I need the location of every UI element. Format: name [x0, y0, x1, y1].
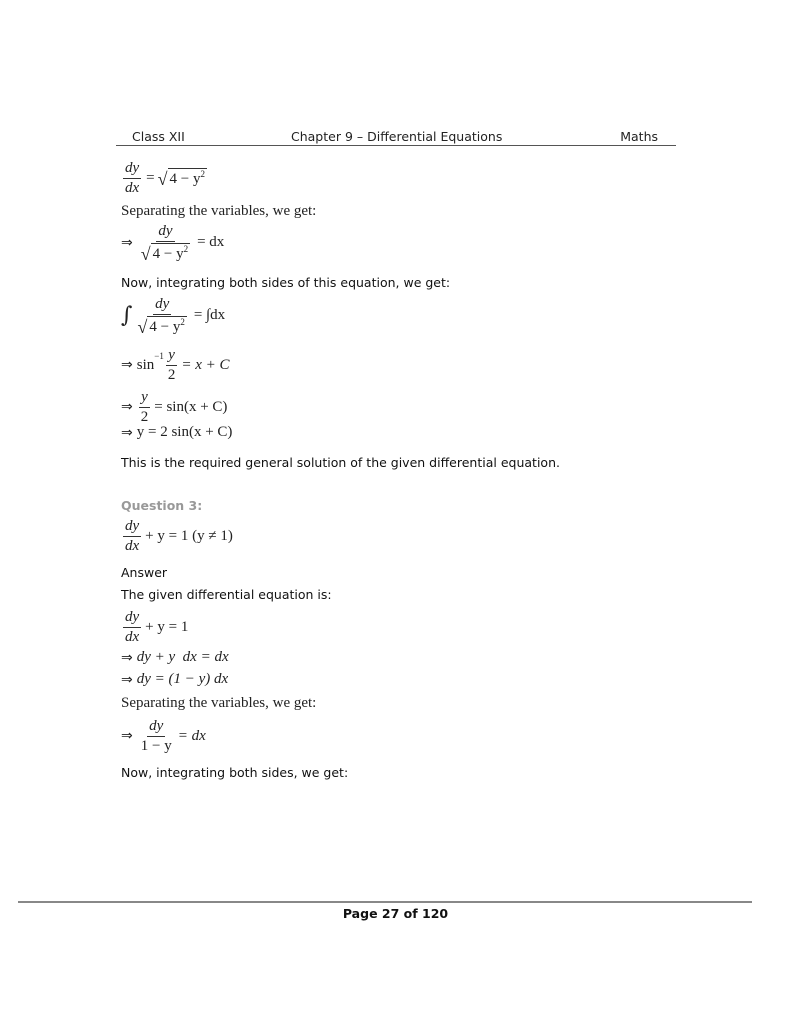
equation-8: ⇒ dy + y dx = dx [121, 649, 229, 666]
implies-icon: ⇒ [121, 357, 133, 373]
answer-label: Answer [121, 565, 168, 580]
integral-icon: ∫ [121, 303, 133, 329]
equation-5: ⇒ $\frac{y}{2}$ = sin(x + C) [121, 389, 228, 425]
integrating-text-1: Now, integrating both sides of this equation, we get: [121, 275, 451, 290]
equation-10: ⇒ $\frac{dy}{1 - y}$ = dx [121, 718, 206, 754]
given-text: The given differential equation is: [121, 587, 332, 602]
implies-icon: ⇒ [121, 399, 133, 415]
equation-1: $\frac{dy}{dx}$ = √ $4 - y^2$ [125, 160, 205, 196]
implies-icon: ⇒ [121, 671, 133, 688]
header-chapter: Chapter 9 – Differential Equations [291, 129, 503, 144]
equation-7: $\frac{dy}{dx}$ + y = 1 [125, 609, 189, 645]
footer-divider [18, 901, 752, 903]
implies-icon: ⇒ [121, 649, 133, 666]
equation-3: ∫ dy √ $4 - y^2$ = ∫dx [121, 296, 226, 337]
sqrt-symbol: √ $4 - y^2$ [157, 169, 205, 189]
conclusion-text: This is the required general solution of the given differential equation. [121, 455, 560, 470]
question-equation: $\frac{dy}{dx}$ + y = 1 (y ≠ 1) [125, 518, 233, 554]
equation-6: ⇒ y = 2 sin(x + C) [121, 424, 233, 441]
implies-icon: ⇒ [121, 728, 133, 744]
implies-icon: ⇒ [121, 424, 133, 441]
separating-text-1: Separating the variables, we get: [121, 203, 317, 219]
question-label: Question 3: [121, 498, 203, 513]
implies-icon: ⇒ [121, 234, 133, 251]
header-divider [116, 145, 676, 146]
fraction: $\frac{dy}{dx}$ [125, 160, 140, 196]
equation-9: ⇒ dy = (1 − y) dx [121, 671, 229, 688]
equation-4: ⇒ sin $^{-1}$ $\frac{y}{2}$ = x + C [121, 347, 230, 383]
header-class: Class XII [132, 129, 185, 144]
header-subject: Maths [620, 129, 658, 144]
equation-2: ⇒ dy √ $4 - y^2$ = dx [121, 223, 225, 264]
integrating-text-2: Now, integrating both sides, we get: [121, 765, 349, 780]
separating-text-2: Separating the variables, we get: [121, 695, 317, 711]
page-number: Page 27 of 120 [342, 906, 449, 921]
